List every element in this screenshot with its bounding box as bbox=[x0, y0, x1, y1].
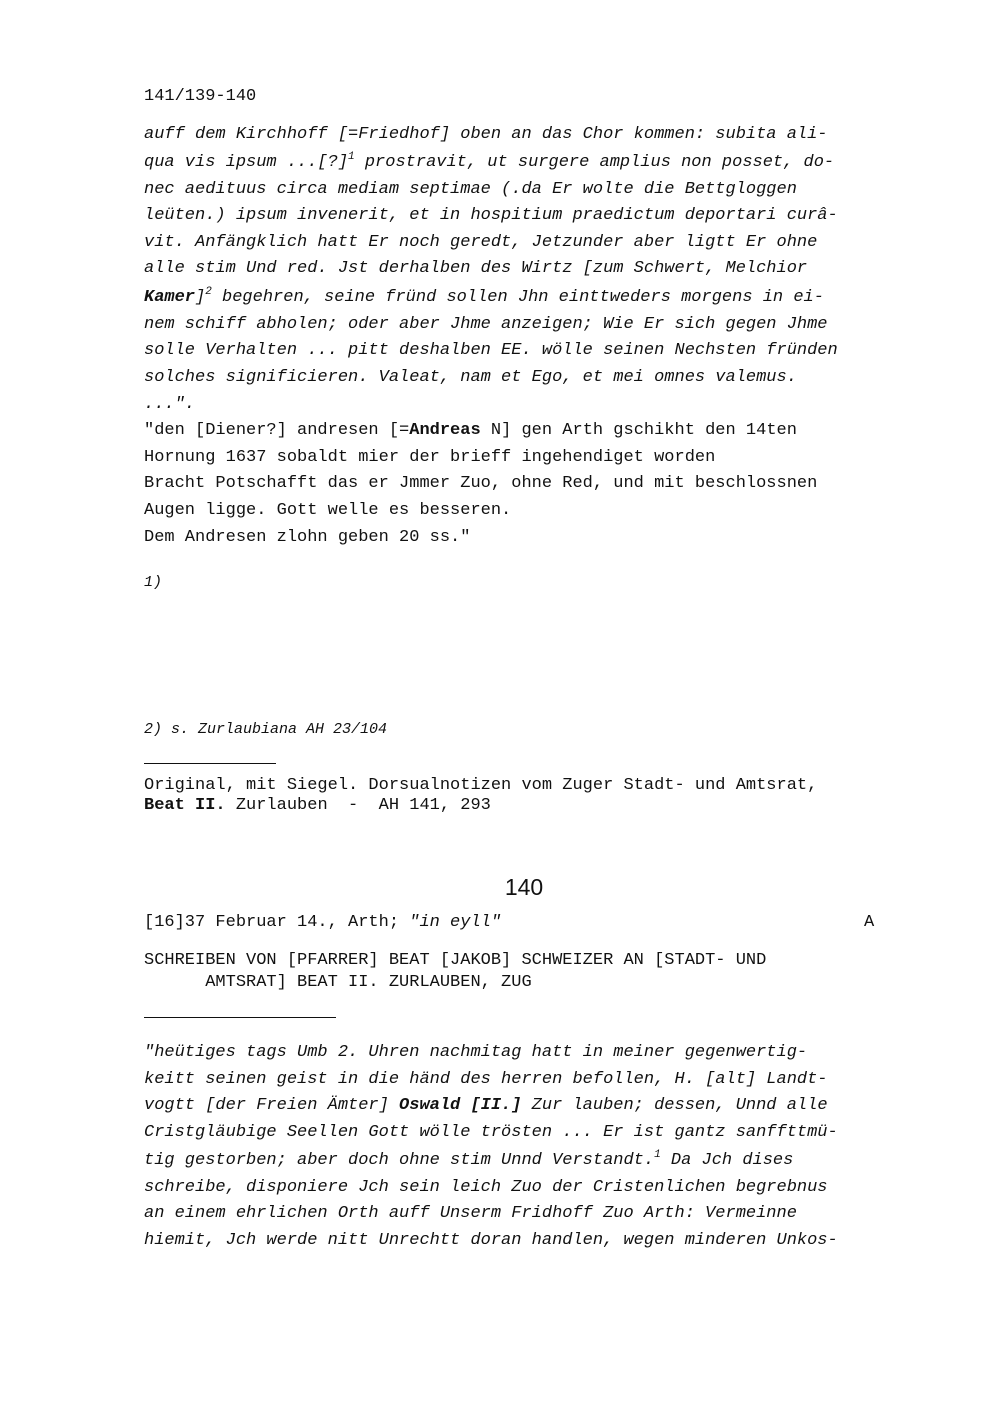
category-label: A bbox=[864, 913, 875, 932]
text-line: Bracht Potschafft das er Jmmer Zuo, ohne Red, und mit beschlossnen bbox=[144, 474, 818, 493]
text-line: schreibe, disponiere Jch sein leich Zuo der Cristenlichen begrebnus bbox=[144, 1178, 828, 1197]
text-line: Dem Andresen zlohn geben 20 ss." bbox=[144, 528, 471, 547]
document-title: SCHREIBEN VON [PFARRER] BEAT [JAKOB] SCHWEIZER AN [STADT- UND bbox=[144, 951, 767, 970]
text-line: keitt seinen geist in die händ des herren befollen, H. [alt] Landt- bbox=[144, 1070, 828, 1089]
text-line: hiemit, Jch werde nitt Unrechtt doran handlen, wegen minderen Unkos- bbox=[144, 1231, 838, 1250]
source-note: Beat II. Zurlauben - AH 141, 293 bbox=[144, 796, 491, 815]
person-name: Kamer bbox=[144, 288, 196, 307]
footnote-1: 1) bbox=[144, 574, 163, 591]
source-note: Original, mit Siegel. Dorsualnotizen vom Zuger Stadt- und Amtsrat, bbox=[144, 776, 818, 795]
text-line: vit. Anfängklich hatt Er noch geredt, Jetzunder aber ligtt Er ohne bbox=[144, 233, 818, 252]
text-line: Kamer]$^2$ begehren, seine fründ sollen Jhn einttweders morgens in ei- bbox=[144, 286, 824, 307]
text-line: nem schiff abholen; oder aber Jhme anzeigen; Wie Er sich gegen Jhme bbox=[144, 315, 828, 334]
text-line: leüten.) ipsum invenerit, et in hospitium praedictum deportari curâ- bbox=[144, 206, 838, 225]
divider bbox=[144, 1017, 336, 1018]
date-place-line: [16]37 Februar 14., Arth; "in eyll" bbox=[144, 913, 502, 932]
footnote-marker: 1 bbox=[654, 1149, 661, 1161]
text-line: qua vis ipsum ...[?]$^1$ prostravit, ut surgere amplius non posset, do- bbox=[144, 151, 835, 172]
text-line: solle Verhalten ... pitt deshalben EE. wölle seinen Nechsten fründen bbox=[144, 341, 838, 360]
footnote-marker: 1 bbox=[348, 151, 355, 163]
text-line: Augen ligge. Gott welle es besseren. bbox=[144, 501, 512, 520]
document-title: AMTSRAT] BEAT II. ZURLAUBEN, ZUG bbox=[144, 973, 532, 992]
footnote-2: 2) s. Zurlaubiana AH 23/104 bbox=[144, 721, 388, 738]
text-line: Hornung 1637 sobaldt mier der brieff ingehendiget worden bbox=[144, 448, 716, 467]
text-line: "den [Diener?] andresen [=Andreas N] gen Arth gschikht den 14ten bbox=[144, 421, 797, 440]
document-number: 140 bbox=[504, 874, 544, 900]
text-line: nec aedituus circa mediam septimae (.da Er wolte die Bettgloggen bbox=[144, 180, 797, 199]
page-reference: 141/139-140 bbox=[144, 87, 257, 106]
text-line: solches significieren. Valeat, nam et Ego, et mei omnes valemus. bbox=[144, 368, 797, 387]
text-line: "heütiges tags Umb 2. Uhren nachmitag hatt in meiner gegenwertig- bbox=[144, 1043, 808, 1062]
text-line: alle stim Und red. Jst derhalben des Wirtz [zum Schwert, Melchior bbox=[144, 259, 808, 278]
person-name: Beat II. bbox=[144, 796, 226, 815]
text-line: vogtt [der Freien Ämter] Oswald [II.] Zur lauben; dessen, Unnd alle bbox=[144, 1096, 828, 1115]
text-line: auff dem Kirchhoff [=Friedhof] oben an das Chor kommen: subita ali- bbox=[144, 125, 828, 144]
divider bbox=[144, 763, 276, 764]
footnote-marker: 2 bbox=[205, 286, 212, 298]
text-line: ...". bbox=[144, 395, 196, 414]
text-line: an einem ehrlichen Orth auff Unserm Fridhoff Zuo Arth: Vermeinne bbox=[144, 1204, 797, 1223]
person-name: Andreas bbox=[409, 421, 481, 440]
text-line: Cristgläubige Seellen Gott wölle trösten ... Er ist gantz sanffttmü- bbox=[144, 1123, 838, 1142]
text-line: tig gestorben; aber doch ohne stim Unnd Verstandt.$^1$ Da Jch dises bbox=[144, 1149, 794, 1170]
person-name: Oswald [II.] bbox=[399, 1096, 522, 1115]
